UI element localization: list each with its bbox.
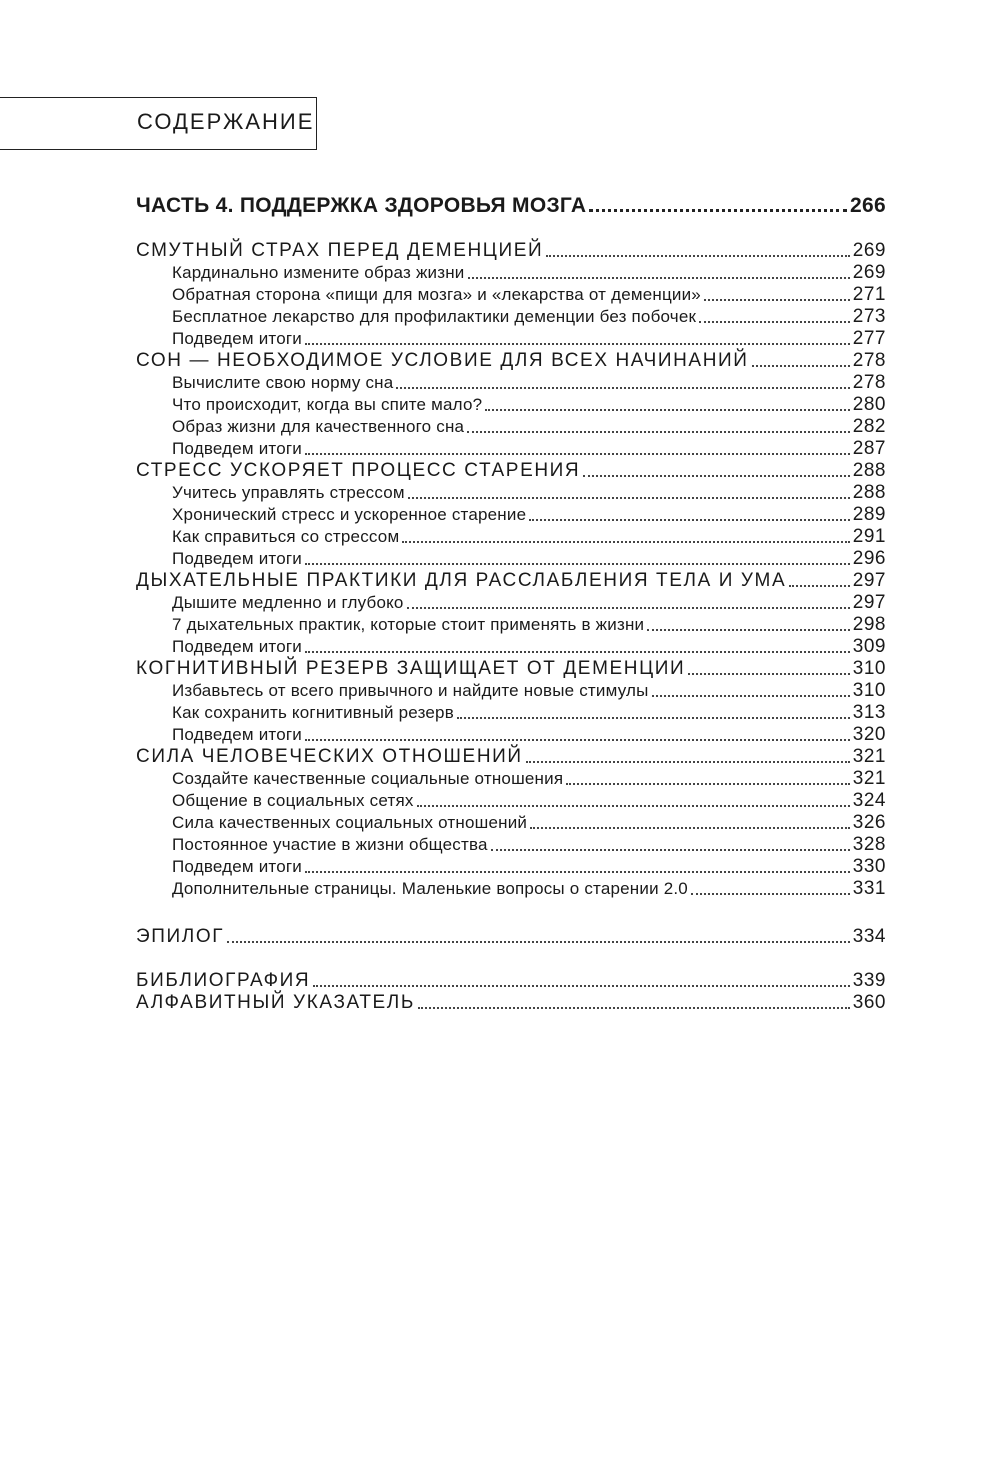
toc-section-entry[interactable] — [136, 724, 886, 746]
toc-page-number: 313 — [852, 702, 886, 723]
toc-chapter-title: АЛФАВИТНЫЙ УКАЗАТЕЛЬ — [136, 992, 415, 1013]
toc-section-title: Подведем итоги — [172, 725, 302, 744]
toc-page-number: 277 — [852, 328, 886, 349]
page-title: СОДЕРЖАНИЕ — [137, 109, 315, 134]
toc-section-entry[interactable] — [136, 856, 886, 878]
dot-leader — [529, 509, 850, 521]
dot-leader — [485, 399, 850, 411]
dot-leader — [396, 377, 849, 389]
toc-page-number: 288 — [852, 482, 886, 503]
toc-page-number: 282 — [852, 416, 886, 437]
toc-section-entry[interactable] — [136, 438, 886, 460]
toc-page-number: 339 — [852, 970, 886, 991]
toc-page-number: 266 — [850, 194, 886, 217]
toc-section-title: Как справиться со стрессом — [172, 527, 400, 546]
toc-chapter-entry[interactable] — [136, 350, 886, 372]
dot-leader — [704, 289, 850, 301]
dot-leader — [530, 817, 850, 829]
toc-chapter-title: КОГНИТИВНЫЙ РЕЗЕРВ ЗАЩИЩАЕТ ОТ ДЕМЕНЦИИ — [136, 658, 686, 679]
dot-leader — [457, 707, 850, 719]
toc-section-title: Хронический стресс и ускоренное старение — [172, 505, 527, 524]
toc-section-title: Как сохранить когнитивный резерв — [172, 703, 454, 722]
toc-section-entry[interactable] — [136, 306, 886, 328]
toc-page-number: 321 — [852, 768, 886, 789]
dot-leader — [752, 355, 850, 367]
toc-section-entry[interactable] — [136, 284, 886, 306]
dot-leader — [418, 997, 850, 1009]
dot-leader — [305, 443, 850, 455]
toc-section-entry[interactable] — [136, 592, 886, 614]
toc-chapter-entry[interactable] — [136, 570, 886, 592]
dot-leader — [647, 619, 850, 631]
toc-chapter-entry[interactable] — [136, 746, 886, 768]
toc-index-entry[interactable] — [136, 992, 886, 1014]
toc-bibliography-entry[interactable] — [136, 970, 886, 992]
toc-section-title: Подведем итоги — [172, 439, 302, 458]
toc-part-entry[interactable] — [136, 195, 886, 217]
toc-section-title: Обратная сторона «пищи для мозга» и «лекарства от деменции» — [172, 285, 701, 304]
dot-leader — [407, 597, 850, 609]
toc-section-entry[interactable] — [136, 548, 886, 570]
dot-leader — [526, 751, 850, 763]
dot-leader — [583, 465, 850, 477]
toc-section-title: Общение в социальных сетях — [172, 791, 414, 810]
toc-epilogue-entry[interactable] — [136, 926, 886, 948]
toc-page-number: 280 — [852, 394, 886, 415]
toc-chapter-entry[interactable] — [136, 658, 886, 680]
toc-section-title: Постоянное участие в жизни общества — [172, 835, 488, 854]
toc-section-entry[interactable] — [136, 834, 886, 856]
toc-page-number: 298 — [852, 614, 886, 635]
toc-section-title: Дополнительные страницы. Маленькие вопросы о старении 2.0 — [172, 879, 688, 898]
dot-leader — [313, 975, 850, 987]
toc-section-entry[interactable] — [136, 680, 886, 702]
dot-leader — [305, 333, 850, 345]
toc-section-entry[interactable] — [136, 614, 886, 636]
toc-page-number: 334 — [852, 926, 886, 947]
toc-chapter-title: ДЫХАТЕЛЬНЫЕ ПРАКТИКИ ДЛЯ РАССЛАБЛЕНИЯ ТЕЛА И УМА — [136, 570, 787, 591]
toc-section-title: Образ жизни для качественного сна — [172, 417, 465, 436]
toc-section-entry[interactable] — [136, 768, 886, 790]
toc-section-entry[interactable] — [136, 416, 886, 438]
toc-section-entry[interactable] — [136, 504, 886, 526]
toc-section-entry[interactable] — [136, 636, 886, 658]
dot-leader — [589, 200, 847, 212]
toc-page-number: 289 — [852, 504, 886, 525]
toc-page-number: 321 — [852, 746, 886, 767]
toc-page-number: 310 — [852, 658, 886, 679]
toc-chapter-title: СТРЕСС УСКОРЯЕТ ПРОЦЕСС СТАРЕНИЯ — [136, 460, 581, 481]
dot-leader — [305, 861, 850, 873]
toc-section-entry[interactable] — [136, 328, 886, 350]
toc-page-number: 326 — [852, 812, 886, 833]
toc-page-number: 330 — [852, 856, 886, 877]
toc-section-title: Сила качественных социальных отношений — [172, 813, 528, 832]
toc-page-number: 271 — [852, 284, 886, 305]
toc-section-title: Дышите медленно и глубоко — [172, 593, 404, 612]
dot-leader — [652, 685, 850, 697]
toc-page-number: 273 — [852, 306, 886, 327]
toc-section-entry[interactable] — [136, 790, 886, 812]
toc-section-title: Подведем итоги — [172, 857, 302, 876]
dot-leader — [566, 773, 850, 785]
toc-chapter-title: СОН — НЕОБХОДИМОЕ УСЛОВИЕ ДЛЯ ВСЕХ НАЧИНАНИЙ — [136, 350, 749, 371]
dot-leader — [227, 931, 850, 943]
toc-page-number: 278 — [852, 372, 886, 393]
toc-section-title: Бесплатное лекарство для профилактики деменции без побочек — [172, 307, 697, 326]
toc-page-number: 291 — [852, 526, 886, 547]
toc-section-entry[interactable] — [136, 482, 886, 504]
dot-leader — [699, 311, 850, 323]
toc-chapter-entry[interactable] — [136, 240, 886, 262]
toc-page-number: 331 — [852, 878, 886, 899]
dot-leader — [789, 575, 850, 587]
dot-leader — [408, 487, 850, 499]
toc-page-number: 297 — [852, 570, 886, 591]
dot-leader — [305, 729, 850, 741]
toc-page-number: 360 — [852, 992, 886, 1013]
toc-page-number: 324 — [852, 790, 886, 811]
dot-leader — [688, 663, 850, 675]
toc-section-title: 7 дыхательных практик, которые стоит применять в жизни — [172, 615, 645, 634]
toc-page-number: 328 — [852, 834, 886, 855]
dot-leader — [691, 883, 850, 895]
toc-section-title: Вычислите свою норму сна — [172, 373, 394, 392]
toc-page-number: 320 — [852, 724, 886, 745]
toc-part-title: ЧАСТЬ 4. ПОДДЕРЖКА ЗДОРОВЬЯ МОЗГА — [136, 194, 587, 217]
toc-section-title: Учитесь управлять стрессом — [172, 483, 405, 502]
toc-chapter-title: СИЛА ЧЕЛОВЕЧЕСКИХ ОТНОШЕНИЙ — [136, 746, 523, 767]
toc-section-title: Подведем итоги — [172, 329, 302, 348]
toc-page-number: 269 — [852, 240, 886, 261]
toc-page-number: 278 — [852, 350, 886, 371]
toc-chapter-entry[interactable] — [136, 460, 886, 482]
toc-page-number: 269 — [852, 262, 886, 283]
dot-leader — [468, 267, 850, 279]
dot-leader — [546, 245, 850, 257]
toc-page-number: 287 — [852, 438, 886, 459]
dot-leader — [417, 795, 850, 807]
dot-leader — [402, 531, 849, 543]
toc-section-title: Подведем итоги — [172, 637, 302, 656]
toc-section-entry[interactable] — [136, 702, 886, 724]
dot-leader — [491, 839, 850, 851]
toc-section-entry[interactable] — [136, 262, 886, 284]
toc-chapter-title: СМУТНЫЙ СТРАХ ПЕРЕД ДЕМЕНЦИЕЙ — [136, 240, 544, 261]
toc-section-title: Создайте качественные социальные отношения — [172, 769, 564, 788]
toc-page-number: 297 — [852, 592, 886, 613]
toc-page-number: 296 — [852, 548, 886, 569]
toc-chapter-title: ЭПИЛОГ — [136, 926, 225, 947]
toc-section-entry[interactable] — [136, 394, 886, 416]
dot-leader — [467, 421, 850, 433]
toc-page-number: 310 — [852, 680, 886, 701]
toc-section-entry[interactable] — [136, 372, 886, 394]
toc-section-entry[interactable] — [136, 812, 886, 834]
toc-section-title: Кардинально измените образ жизни — [172, 263, 465, 282]
toc-page-number: 309 — [852, 636, 886, 657]
toc-section-title: Что происходит, когда вы спите мало? — [172, 395, 483, 414]
toc-page-number: 288 — [852, 460, 886, 481]
dot-leader — [305, 553, 850, 565]
toc-section-entry[interactable] — [136, 878, 886, 900]
toc-section-title: Подведем итоги — [172, 549, 302, 568]
toc-chapter-title: БИБЛИОГРАФИЯ — [136, 970, 311, 991]
toc-section-title: Избавьтесь от всего привычного и найдите новые стимулы — [172, 681, 649, 700]
dot-leader — [305, 641, 850, 653]
toc-section-entry[interactable] — [136, 526, 886, 548]
